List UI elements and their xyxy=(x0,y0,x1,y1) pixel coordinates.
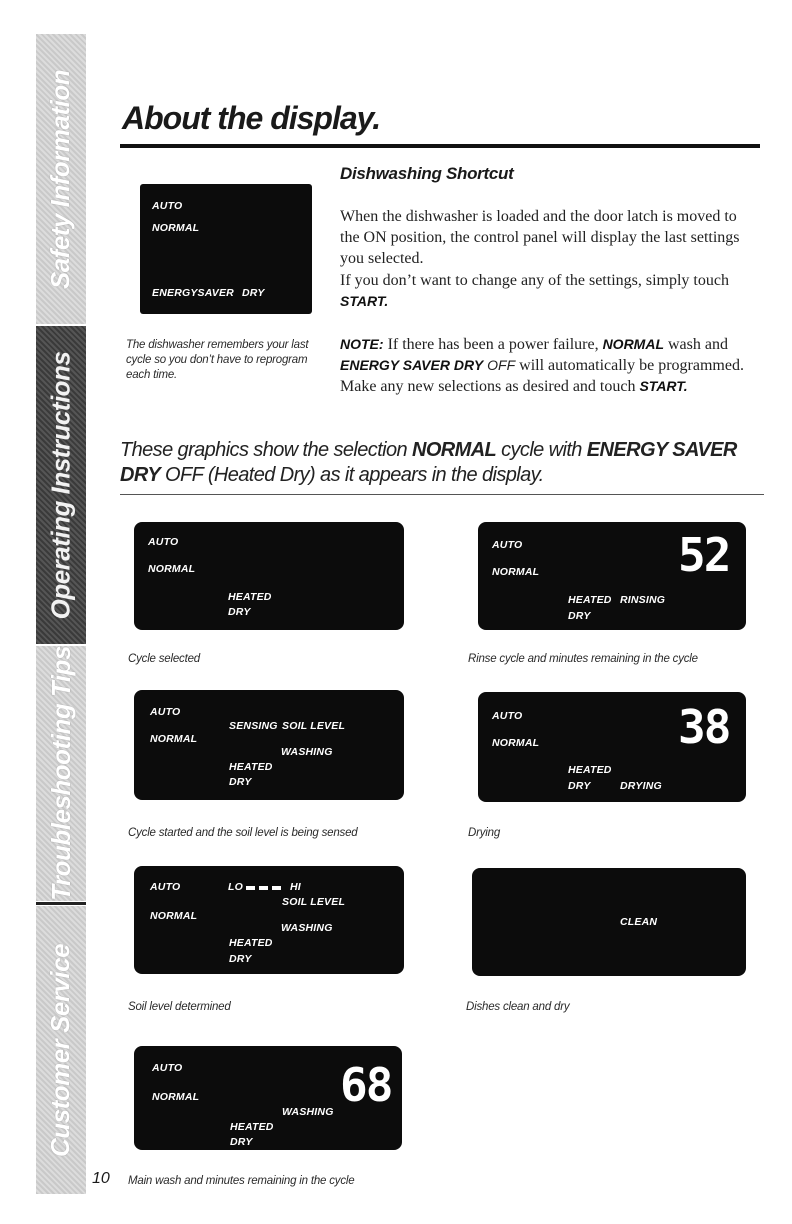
display-soil-determined xyxy=(134,866,404,974)
display-washing: WASHING xyxy=(282,1106,334,1118)
page-title: About the display. xyxy=(122,100,381,136)
caption-sensing: Cycle started and the soil level is being sensed xyxy=(128,827,358,839)
energy-saver-dry-keyword: ENERGY SAVER DRY xyxy=(120,439,737,486)
graphics-intro xyxy=(120,438,770,488)
display-normal: NORMAL xyxy=(150,910,198,922)
display-lo: LO xyxy=(228,881,243,893)
display-dry: DRY xyxy=(229,953,252,965)
section-tabs xyxy=(36,34,86,1194)
tab-divider xyxy=(36,902,86,905)
display-auto: AUTO xyxy=(492,539,523,551)
off-keyword: OFF xyxy=(487,357,516,373)
display-hi: HI xyxy=(290,881,301,893)
display-washing: WASHING xyxy=(281,922,333,934)
text: cycle with xyxy=(496,439,587,461)
display-main-wash xyxy=(134,1046,402,1150)
text: OFF (Heated Dry) as it appears in the display. xyxy=(160,464,544,486)
display-sensing: SENSING xyxy=(229,720,278,732)
display-normal: NORMAL xyxy=(152,1091,200,1103)
caption-rinse: Rinse cycle and minutes remaining in the cycle xyxy=(468,653,698,665)
display-normal: NORMAL xyxy=(492,566,540,578)
display-cycle-selected xyxy=(134,522,404,630)
caption-drying: Drying xyxy=(468,827,501,839)
display-auto: AUTO xyxy=(150,706,181,718)
display-normal: NORMAL xyxy=(150,733,198,745)
display-heated: HEATED xyxy=(228,591,272,603)
caption-clean: Dishes clean and dry xyxy=(466,1001,570,1013)
caption-main-wash: Main wash and minutes remaining in the cycle xyxy=(128,1175,355,1187)
minutes-remaining-digits: 68 xyxy=(340,1058,392,1112)
tab-safety-information xyxy=(36,34,86,324)
display-drying xyxy=(478,692,746,802)
tab-operating-instructions xyxy=(36,326,86,644)
display-soil-level: SOIL LEVEL xyxy=(282,896,346,908)
display-dry: DRY xyxy=(568,610,591,622)
caption-cycle-selected: Cycle selected xyxy=(128,653,200,665)
caption-soil-determined: Soil level determined xyxy=(128,1001,231,1013)
text: will automatically be programmed. Make any new selections as desired and touch xyxy=(340,357,744,395)
display-auto: AUTO xyxy=(150,881,181,893)
text: These graphics show the selection xyxy=(120,439,412,461)
text: wash and xyxy=(664,336,728,353)
display-normal: NORMAL xyxy=(492,737,540,749)
tab-troubleshooting-tips xyxy=(36,646,86,901)
display-washing: WASHING xyxy=(281,746,333,758)
normal-keyword: NORMAL xyxy=(602,336,664,352)
display-drying: DRYING xyxy=(620,780,662,792)
energy-saver-dry-keyword: ENERGY SAVER DRY xyxy=(340,357,484,373)
display-dry: DRY xyxy=(230,1136,253,1148)
display-auto: AUTO xyxy=(492,710,523,722)
display-heated: HEATED xyxy=(229,761,273,773)
shortcut-paragraph-start xyxy=(340,270,760,312)
note-paragraph xyxy=(340,334,760,397)
display-energysaver: ENERGYSAVER xyxy=(152,287,234,299)
display-heated: HEATED xyxy=(568,594,612,606)
text: If there has been a power failure, xyxy=(383,336,603,353)
text: If you don’t want to change any of the settings, simply touch xyxy=(340,272,729,289)
display-normal: NORMAL xyxy=(152,222,200,234)
display-heated: HEATED xyxy=(568,764,612,776)
minutes-remaining-digits: 52 xyxy=(678,528,730,582)
display-clean: CLEAN xyxy=(620,916,658,928)
display-rinse xyxy=(478,522,746,630)
display-sensing xyxy=(134,690,404,800)
soil-level-dashes xyxy=(246,886,284,890)
tab-label: Safety Information xyxy=(45,69,76,289)
display-dry: DRY xyxy=(242,287,265,299)
intro-rule xyxy=(120,494,764,495)
tab-customer-service xyxy=(36,906,86,1194)
note-label: NOTE: xyxy=(340,336,384,352)
title-rule xyxy=(120,144,760,148)
display-normal: NORMAL xyxy=(148,563,196,575)
shortcut-display xyxy=(140,184,312,314)
display-auto: AUTO xyxy=(152,1062,183,1074)
display-heated: HEATED xyxy=(229,937,273,949)
shortcut-caption: The dishwasher remembers your last cycle so you don’t have to reprogram each time. xyxy=(126,339,309,381)
display-clean xyxy=(472,868,746,976)
display-dry: DRY xyxy=(568,780,591,792)
display-dry: DRY xyxy=(229,776,252,788)
tab-label: Customer Service xyxy=(45,943,76,1157)
display-soil-level: SOIL LEVEL xyxy=(282,720,346,732)
display-rinsing: RINSING xyxy=(620,594,666,606)
start-keyword: START. xyxy=(639,378,688,394)
tab-label: Troubleshooting Tips xyxy=(45,646,76,901)
display-auto: AUTO xyxy=(152,200,183,212)
minutes-remaining-digits: 38 xyxy=(678,700,730,754)
display-dry: DRY xyxy=(228,606,251,618)
shortcut-paragraph: When the dishwasher is loaded and the door latch is moved to the ON position, the control panel will display the last settings you selected. xyxy=(340,208,740,267)
display-auto: AUTO xyxy=(148,536,179,548)
page-number: 10 xyxy=(92,1170,110,1187)
start-keyword: START. xyxy=(340,293,389,309)
normal-keyword: NORMAL xyxy=(412,439,497,461)
tab-label: Operating Instructions xyxy=(45,351,76,619)
section-heading: Dishwashing Shortcut xyxy=(340,164,514,183)
display-heated: HEATED xyxy=(230,1121,274,1133)
